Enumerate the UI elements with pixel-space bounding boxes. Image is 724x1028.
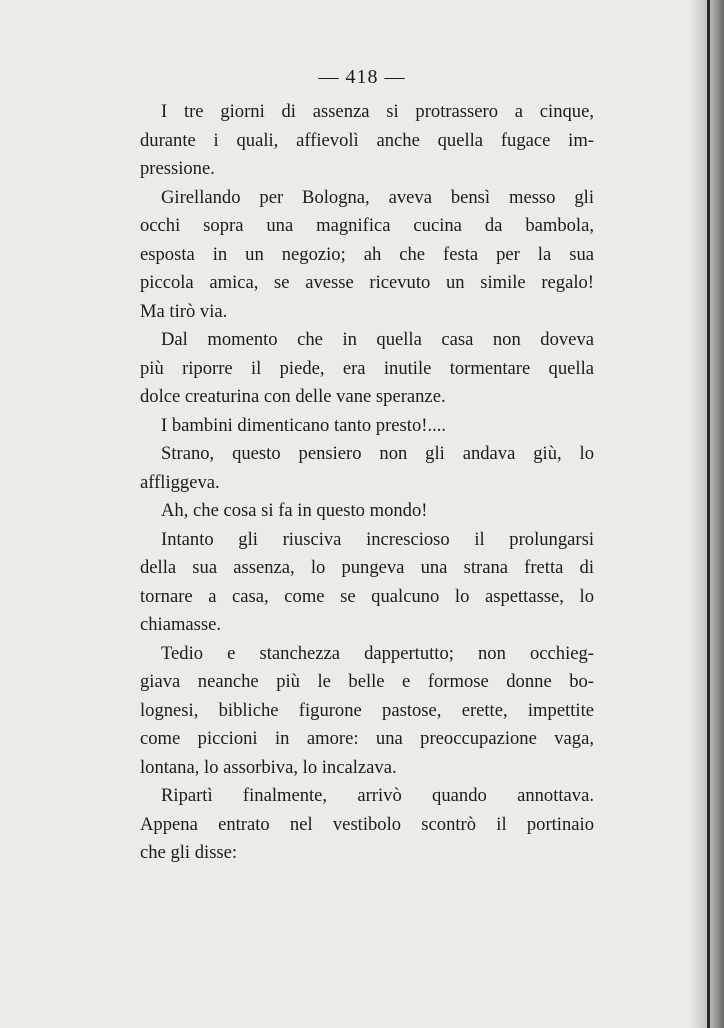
text-line: Girellando per Bologna, aveva bensì messo gli — [161, 186, 594, 208]
text-line: Intanto gli riusciva increscioso il prolungarsi — [161, 528, 594, 550]
text-line: I tre giorni di assenza si protrassero a cinque, — [161, 101, 594, 122]
text-line: occhi sopra una magnifica cucina da bambola, — [140, 215, 594, 236]
text-line: che gli disse: — [140, 842, 238, 863]
text-line: tornare a casa, come se qualcuno lo aspettasse, lo — [140, 585, 594, 607]
text-line: affliggeva. — [140, 471, 220, 493]
text-line: lognesi, bibliche figurone pastose, erette, impettite — [140, 699, 594, 721]
text-line: I bambini dimenticano tanto presto!.... — [161, 414, 447, 436]
text-line: più riporre il piede, era inutile tormentare quella — [140, 357, 594, 379]
text-line: della sua assenza, lo pungeva una strana fretta di — [140, 557, 594, 578]
body-text — [140, 98, 594, 868]
text-line: Appena entrato nel vestibolo scontrò il portinaio — [140, 813, 594, 835]
text-line: come piccioni in amore: una preoccupazione vaga, — [140, 728, 594, 749]
page-number: — 418 — — [318, 66, 406, 88]
text-line: Strano, questo pensiero non gli andava giù, lo — [161, 443, 594, 464]
binding-edge — [707, 0, 710, 1028]
text-line: giava neanche più le belle e formose donne bo- — [140, 671, 594, 692]
text-line: durante i quali, affievolì anche quella fugace im- — [140, 129, 594, 151]
text-line: Ripartì finalmente, arrivò quando annottava. — [161, 785, 594, 806]
text-line: Ah, che cosa si fa in questo mondo! — [161, 500, 428, 521]
text-line: Dal momento che in quella casa non doveva — [161, 329, 594, 350]
text-line: piccola amica, se avesse ricevuto un simile regalo! — [140, 272, 594, 293]
text-line: esposta in un negozio; ah che festa per la sua — [140, 243, 594, 265]
text-line: pressione. — [140, 158, 215, 179]
text-line: Tedio e stanchezza dappertutto; non occhieg- — [161, 642, 594, 664]
text-line: dolce creaturina con delle vane speranze. — [140, 386, 446, 407]
text-line: chiamasse. — [140, 614, 222, 635]
text-line: lontana, lo assorbiva, lo incalzava. — [140, 756, 397, 778]
text-line: Ma tirò via. — [140, 300, 228, 322]
